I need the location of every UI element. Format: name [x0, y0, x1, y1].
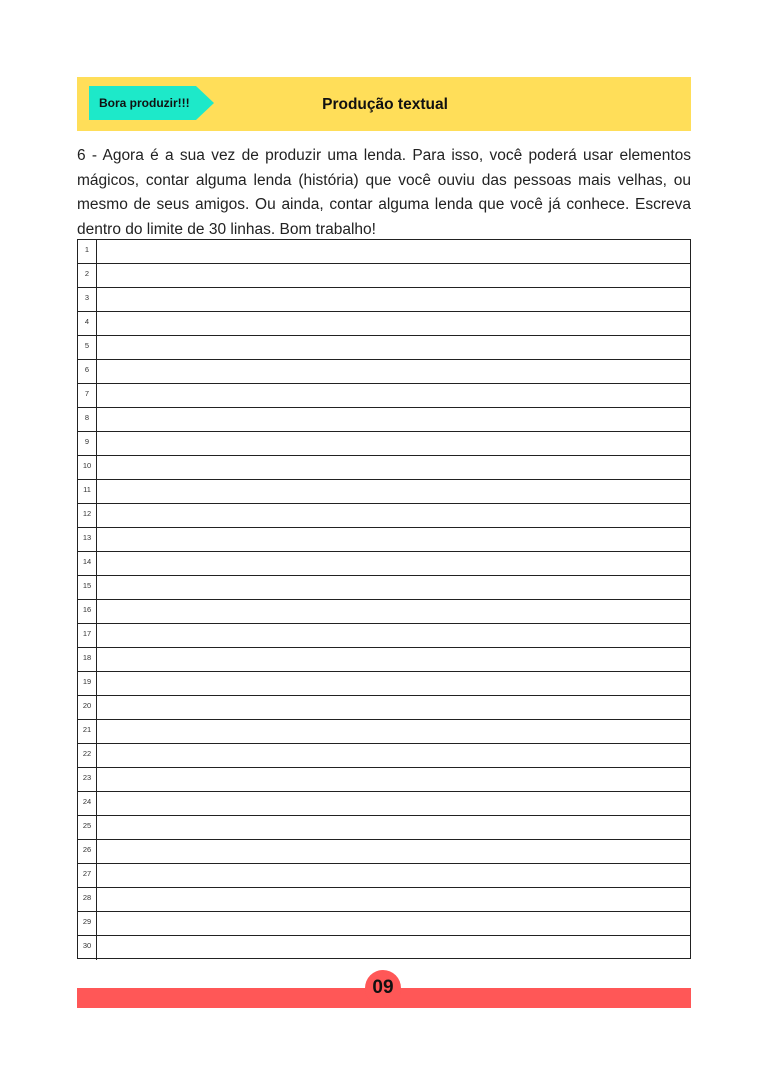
- page-title: Produção textual: [322, 96, 448, 113]
- line-number: 25: [78, 816, 97, 839]
- line-writing-area[interactable]: [97, 768, 690, 791]
- writing-line[interactable]: [78, 456, 690, 480]
- writing-line[interactable]: [78, 840, 690, 864]
- line-number: 22: [78, 744, 97, 767]
- bora-produzir-tag: [89, 86, 214, 120]
- line-writing-area[interactable]: [97, 816, 690, 839]
- line-writing-area[interactable]: [97, 720, 690, 743]
- line-number: 21: [78, 720, 97, 743]
- line-writing-area[interactable]: [97, 288, 690, 311]
- writing-line[interactable]: [78, 360, 690, 384]
- line-number: 16: [78, 600, 97, 623]
- line-number: 26: [78, 840, 97, 863]
- line-number: 13: [78, 528, 97, 551]
- writing-line[interactable]: [78, 816, 690, 840]
- writing-line[interactable]: [78, 888, 690, 912]
- writing-line[interactable]: [78, 240, 690, 264]
- line-writing-area[interactable]: [97, 528, 690, 551]
- line-writing-area[interactable]: [97, 936, 690, 960]
- writing-line[interactable]: [78, 936, 690, 960]
- line-writing-area[interactable]: [97, 792, 690, 815]
- line-number: 3: [78, 288, 97, 311]
- writing-line[interactable]: [78, 696, 690, 720]
- line-writing-area[interactable]: [97, 360, 690, 383]
- line-writing-area[interactable]: [97, 912, 690, 935]
- line-writing-area[interactable]: [97, 888, 690, 911]
- line-number: 9: [78, 432, 97, 455]
- line-number: 10: [78, 456, 97, 479]
- writing-line[interactable]: [78, 912, 690, 936]
- writing-line[interactable]: [78, 576, 690, 600]
- line-number: 11: [78, 480, 97, 503]
- line-writing-area[interactable]: [97, 408, 690, 431]
- line-number: 6: [78, 360, 97, 383]
- line-number: 14: [78, 552, 97, 575]
- line-number: 12: [78, 504, 97, 527]
- writing-line[interactable]: [78, 672, 690, 696]
- writing-line[interactable]: [78, 648, 690, 672]
- writing-line[interactable]: [78, 408, 690, 432]
- line-number: 23: [78, 768, 97, 791]
- writing-line[interactable]: [78, 384, 690, 408]
- line-number: 30: [78, 936, 97, 960]
- line-writing-area[interactable]: [97, 504, 690, 527]
- writing-line[interactable]: [78, 480, 690, 504]
- writing-line[interactable]: [78, 864, 690, 888]
- line-writing-area[interactable]: [97, 840, 690, 863]
- tag-label: Bora produzir!!!: [89, 86, 196, 120]
- line-writing-area[interactable]: [97, 576, 690, 599]
- line-writing-area[interactable]: [97, 552, 690, 575]
- writing-line[interactable]: [78, 720, 690, 744]
- writing-line[interactable]: [78, 552, 690, 576]
- writing-line[interactable]: [78, 336, 690, 360]
- line-writing-area[interactable]: [97, 744, 690, 767]
- writing-line[interactable]: [78, 528, 690, 552]
- writing-line[interactable]: [78, 792, 690, 816]
- writing-line[interactable]: [78, 768, 690, 792]
- writing-line[interactable]: [78, 744, 690, 768]
- line-writing-area[interactable]: [97, 864, 690, 887]
- line-writing-area[interactable]: [97, 672, 690, 695]
- line-number: 17: [78, 624, 97, 647]
- writing-line[interactable]: [78, 600, 690, 624]
- page-number: 09: [365, 970, 401, 1006]
- line-number: 27: [78, 864, 97, 887]
- line-writing-area[interactable]: [97, 384, 690, 407]
- writing-line[interactable]: [78, 264, 690, 288]
- writing-line[interactable]: [78, 624, 690, 648]
- writing-line[interactable]: [78, 504, 690, 528]
- line-writing-area[interactable]: [97, 648, 690, 671]
- line-number: 20: [78, 696, 97, 719]
- line-number: 4: [78, 312, 97, 335]
- exercise-prompt: 6 - Agora é a sua vez de produzir uma lenda. Para isso, você poderá usar elementos mágicos, contar alguma lenda (história) que você ouviu das pessoas mais velhas, ou mesmo de seus amigos. Ou ainda, contar alguma lenda que você já conhece. Escreva dentro do limite de 30 linhas. Bom trabalho!: [77, 147, 691, 238]
- line-writing-area[interactable]: [97, 600, 690, 623]
- line-number: 28: [78, 888, 97, 911]
- line-writing-area[interactable]: [97, 264, 690, 287]
- line-number: 1: [78, 240, 97, 263]
- line-writing-area[interactable]: [97, 336, 690, 359]
- line-number: 24: [78, 792, 97, 815]
- line-writing-area[interactable]: [97, 624, 690, 647]
- line-number: 2: [78, 264, 97, 287]
- line-writing-area[interactable]: [97, 432, 690, 455]
- line-number: 18: [78, 648, 97, 671]
- writing-line[interactable]: [78, 312, 690, 336]
- line-number: 5: [78, 336, 97, 359]
- writing-line[interactable]: [78, 432, 690, 456]
- line-writing-area[interactable]: [97, 696, 690, 719]
- line-number: 19: [78, 672, 97, 695]
- line-number: 7: [78, 384, 97, 407]
- line-number: 15: [78, 576, 97, 599]
- line-writing-area[interactable]: [97, 456, 690, 479]
- line-number: 8: [78, 408, 97, 431]
- line-number: 29: [78, 912, 97, 935]
- line-writing-area[interactable]: [97, 240, 690, 263]
- line-writing-area[interactable]: [97, 312, 690, 335]
- writing-lines-box: [77, 239, 691, 959]
- writing-line[interactable]: [78, 288, 690, 312]
- tag-arrow-icon: [196, 86, 214, 120]
- line-writing-area[interactable]: [97, 480, 690, 503]
